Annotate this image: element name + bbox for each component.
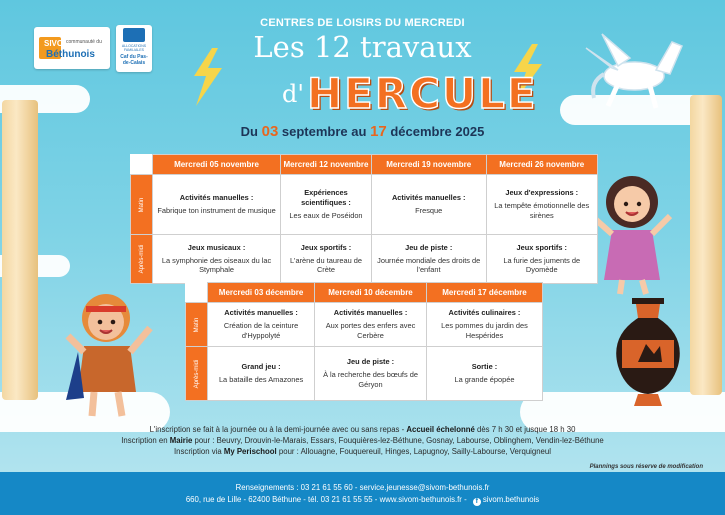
title-hercule: HERCULE [306,69,538,118]
dates-post: décembre 2025 [386,124,485,139]
schedule-table-november [130,154,598,284]
caf-logo-text: ALLOCATIONS FAMILIALES [121,44,147,53]
registration-info [0,425,725,457]
activity-cell: Sortie : La grande épopée [426,347,542,401]
row-label-afternoon: Après-midi [186,347,208,401]
activity-cell: Jeux d'expressions : La tempête émotionnelle des sirènes [486,175,598,235]
date-header: Mercredi 12 novembre [281,155,372,175]
table-corner [186,283,208,303]
activity-cell: Jeu de piste : Journée mondiale des droits de l'enfant [371,235,486,284]
girl-character-icon [590,168,676,296]
activity-cell: Activités manuelles : Aux portes des enfers avec Cerbère [315,303,427,347]
info-line-1: L'inscription se fait à la journée ou à la demi-journée avec ou sans repas - Accueil échelonné dès 7 h 30 et jusque 18 h 30 [149,425,576,434]
date-header: Mercredi 03 décembre [208,283,315,303]
greek-vase-icon [608,296,688,408]
hercules-boy-icon [58,282,158,422]
activity-cell: Activités manuelles : Création de la ceinture d'Hyppolyté [208,303,315,347]
dates-pre: Du [240,124,262,139]
sivom-logo-small: SIVOM [44,39,70,48]
sivom-logo-text: Béthunois [46,49,95,60]
facebook-link[interactable]: sivom.bethunois [482,495,540,505]
footer-address: 660, rue de Lille - 62400 Béthune - tél. 03 21 61 55 55 - www.sivom-bethunois.fr - f sivom.bethunois [185,495,540,506]
activity-cell: Activités manuelles : Fabrique ton instrument de musique [153,175,281,235]
facebook-icon: f [473,498,481,506]
date-header: Mercredi 10 décembre [315,283,427,303]
activity-cell: Jeux musicaux : La symphonie des oiseaux du lac Stymphale [153,235,281,284]
disclaimer: Plannings sous réserve de modification [589,464,703,470]
row-label-morning: Matin [186,303,208,347]
title-line1: Les 12 travaux [253,30,472,64]
activity-cell: Jeux sportifs : L'arène du taureau de Crète [281,235,372,284]
column-right-icon [690,95,722,395]
activity-cell: Jeux sportifs : La furie des juments de Dyomède [486,235,598,284]
activity-cell: Grand jeu : La bataille des Amazones [208,347,315,401]
dates-end-day: 17 [370,123,387,140]
sivom-logo-sub: communauté du [66,39,102,45]
date-header: Mercredi 17 décembre [426,283,542,303]
activity-cell: Expériences scientifiques : Les eaux de Poséidon [281,175,372,235]
row-label-afternoon: Après-midi [131,235,153,284]
website-link[interactable]: www.sivom-bethunois.fr [379,495,462,505]
info-line-3: Inscription via My Perischool pour : Allouagne, Fouquereuil, Hinges, Lapugnoy, Sailly-Labourse, Verquigneul [174,446,551,456]
dates-mid: septembre au [278,124,371,139]
activity-cell: Activités manuelles : Fresque [371,175,486,235]
row-label-morning: Matin [131,175,153,235]
date-header: Mercredi 05 novembre [153,155,281,175]
info-line-2: Inscription en Mairie pour : Beuvry, Drouvin-le-Marais, Essars, Fouquières-lez-Béthune, Gosnay, Labourse, Oblinghem, Vendin-lez-Béthune [121,435,604,445]
caf-logo-sub: Caf du Pas-de-Calais [120,54,148,66]
table-corner [131,155,153,175]
activity-cell: Activités culinaires : Les pommes du jardin des Hespérides [426,303,542,347]
header-kicker: CENTRES DE LOISIRS DU MERCREDI [260,17,465,29]
schedule-table-december [185,282,543,401]
date-range [0,123,725,140]
column-left-icon [2,100,38,400]
title-line2 [282,68,538,118]
date-header: Mercredi 26 novembre [486,155,598,175]
activity-cell: Jeu de piste : À la recherche des bœufs de Géryon [315,347,427,401]
footer-contact: Renseignements : 03 21 61 55 60 - service.jeunesse@sivom-bethunois.fr [235,483,490,492]
footer [0,472,725,515]
dates-start-day: 03 [261,123,279,140]
date-header: Mercredi 19 novembre [371,155,486,175]
title-prefix: d' [282,80,304,108]
